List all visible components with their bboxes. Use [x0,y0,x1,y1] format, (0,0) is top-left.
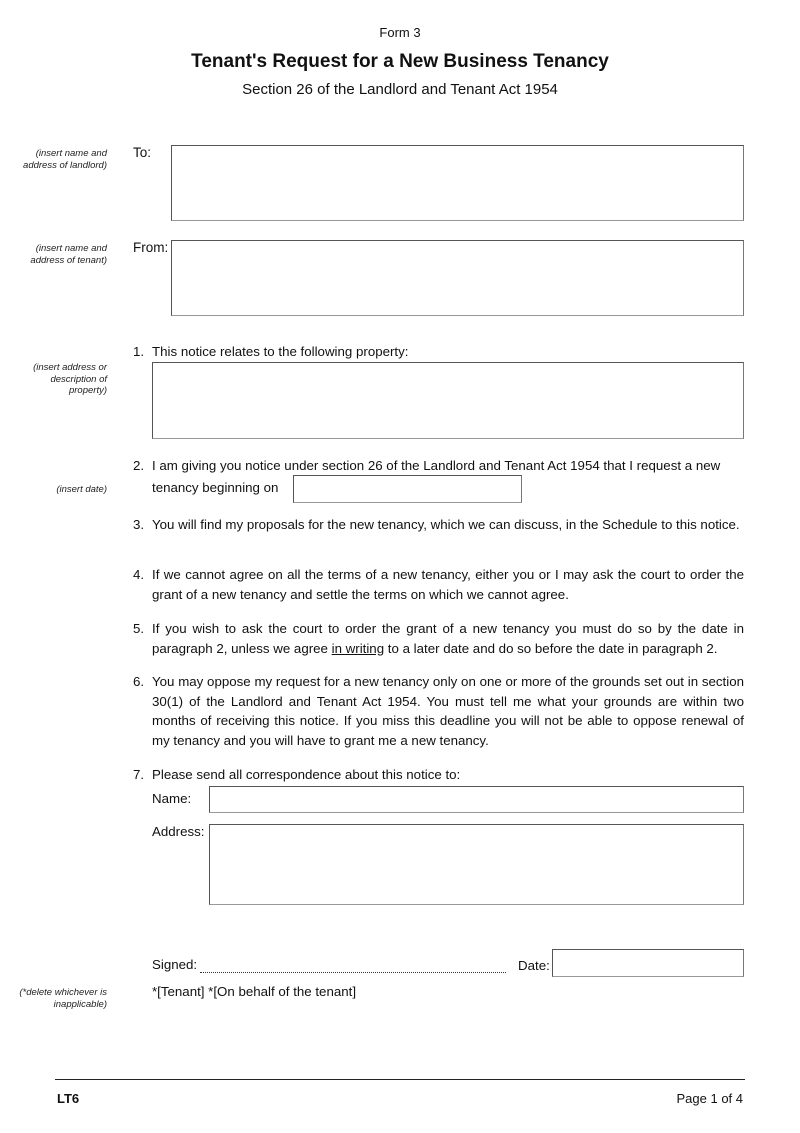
footer-divider [55,1079,745,1080]
property-field[interactable] [152,362,744,439]
date-note: (insert date) [56,484,107,495]
paragraph-number: 1. [133,344,145,359]
correspondence-address-label: Address: [152,824,205,839]
paragraph-2 [133,456,744,476]
to-note: (insert name and address of landlord) [23,148,107,171]
landlord-name-address-field[interactable] [171,145,744,221]
paragraph-text: Please send all correspondence about this notice to: [152,767,461,782]
in-writing-emphasis: in writing [331,640,385,656]
tenant-name-address-field[interactable] [171,240,744,316]
signed-label: Signed: [152,957,198,972]
signatory-capacity: *[Tenant] *[On behalf of the tenant] [152,984,357,999]
property-note: (insert address or description of property) [33,362,107,396]
paragraph-number: 5. [133,621,145,636]
paragraph-text: I am giving you notice under section 26 of the Landlord and Tenant Act 1954 that I request a new [152,458,721,473]
paragraph-6 [133,672,744,750]
paragraph-text: This notice relates to the following property: [152,344,409,359]
paragraph-number: 7. [133,767,145,782]
paragraph-number: 4. [133,567,145,582]
page-title: Tenant's Request for a New Business Tenancy [191,51,609,72]
page-subtitle: Section 26 of the Landlord and Tenant Act 1954 [242,81,558,98]
paragraph-3 [133,515,744,535]
paragraph-5 [133,619,744,658]
paragraph-text: If we cannot agree on all the terms of a new tenancy, either you or I may ask the court to order the grant of a new tenancy and settle the terms on which we cannot agree. [152,567,744,602]
correspondence-name-label: Name: [152,791,192,806]
from-label: From: [133,240,169,255]
correspondence-address-field[interactable] [209,824,744,905]
tenancy-beginning-label: tenancy beginning on [152,480,279,495]
paragraph-number: 6. [133,674,145,689]
paragraph-text [152,619,744,658]
signature-date-field[interactable] [552,949,744,977]
paragraph-4 [133,565,744,604]
tenancy-start-date-field[interactable] [293,475,522,503]
from-note: (insert name and address of tenant) [30,243,107,266]
paragraph-number: 3. [133,517,145,532]
paragraph-text-part: to a later date and do so before the date in paragraph 2. [384,640,718,656]
paragraph-text: You will find my proposals for the new tenancy, which we can discuss, in the Schedule to this notice. [152,517,740,532]
date-label: Date: [518,958,550,973]
paragraph-text-part: If you wish to ask the court to order the grant of a new tenancy you must do so by the date in paragraph 2, unless we agree [152,621,744,656]
page-indicator: Page 1 of 4 [676,1091,743,1106]
form-number: Form 3 [379,25,421,40]
to-label: To: [133,145,152,160]
form-code: LT6 [57,1091,80,1106]
paragraph-number: 2. [133,458,145,473]
paragraph-text: You may oppose my request for a new tenancy only on one or more of the grounds set out in section 30(1) of the Landlord and Tenant Act 1954. You must tell me what your grounds are within two months of receiving this notice. If you miss this deadline you will not be able to oppose renewal of my tenancy and you will have to grant me a new tenancy. [152,674,744,748]
delete-inapplicable-note: (*delete whichever is inapplicable) [19,987,107,1010]
paragraph-7 [133,765,744,785]
paragraph-1 [133,342,744,362]
correspondence-name-field[interactable] [209,786,744,813]
signature-line[interactable] [200,960,506,973]
